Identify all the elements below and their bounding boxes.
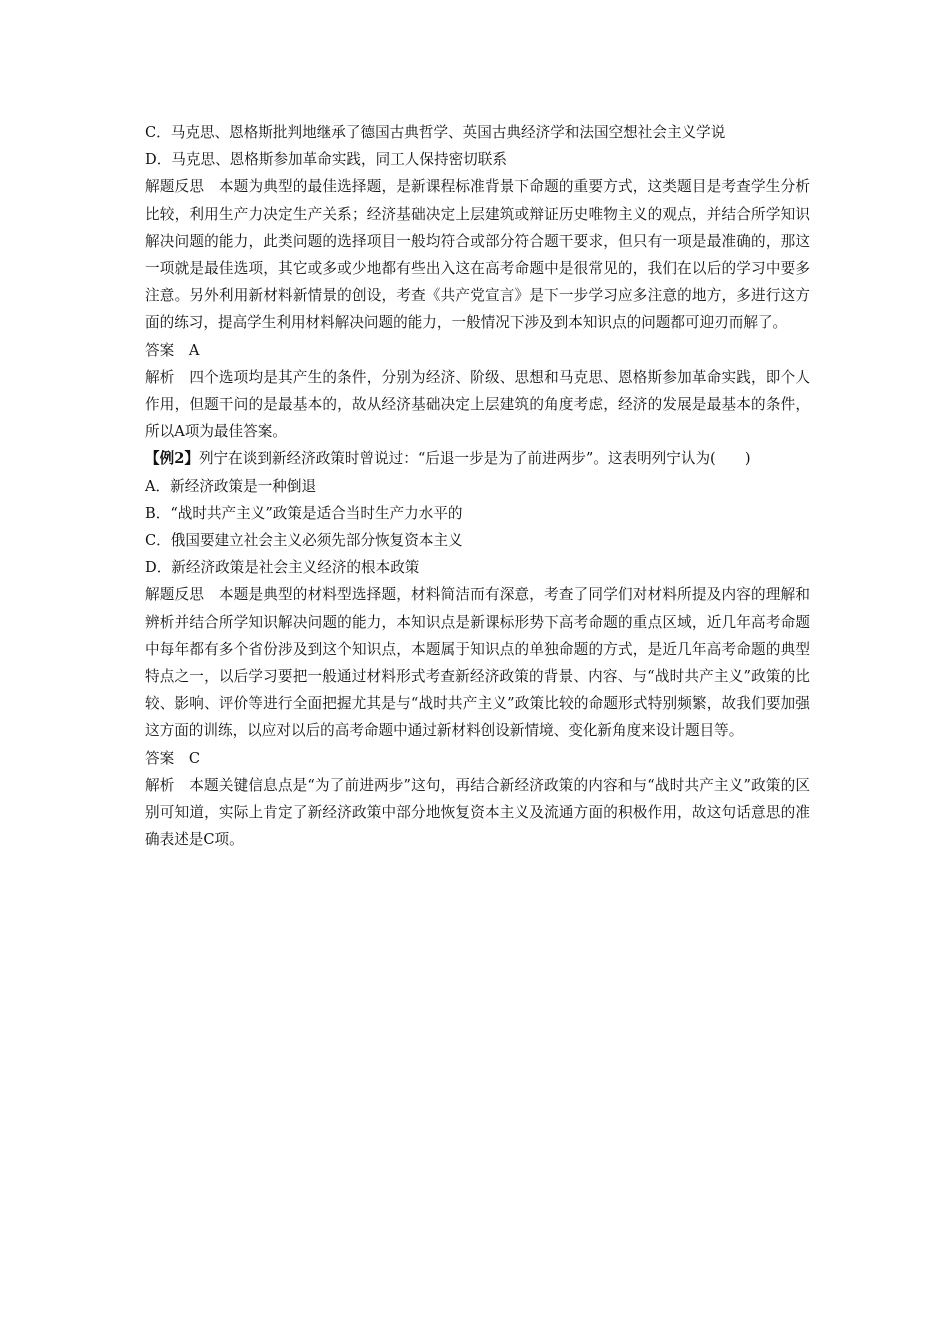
q2-analysis xyxy=(145,772,810,854)
q2-answer xyxy=(145,745,810,772)
q2-reflection-label: 解题反思 xyxy=(145,586,205,604)
q2-stem-text: 列宁在谈到新经济政策时曾说过：“后退一步是为了前进两步”。这表明列宁认为( ) xyxy=(198,450,751,468)
q2-reflection-text: 本题是典型的材料型选择题，材料简洁而有深意，考查了同学们对材料所提及内容的理解和辨析并结合所学知识解决问题的能力，本知识点是新课标形势下高考命题的重点区域，近几年高考命题中每年都有多个省份涉及到这个知识点，本题属于知识点的单独命题的方式，是近几年高考命题的典型特点之一，以后学习要把一般通过材料形式考查新经济政策的背景、内容、与“战时共产主义”政策的比较、影响、评价等进行全面把握尤其是与“战时共产主义”政策比较的命题形式特别频繁，故我们要加强这方面的训练，以应对以后的高考命题中通过新材料创设新情境、变化新角度来设计题目等。 xyxy=(145,586,810,740)
q2-analysis-label: 解析 xyxy=(145,776,175,794)
q2-option-d: D．新经济政策是社会主义经济的根本政策 xyxy=(145,559,420,577)
q2-answer-value: C xyxy=(188,749,200,767)
q1-answer-value: A xyxy=(188,341,200,359)
q1-option-c: C．马克思、恩格斯批判地继承了德国古典哲学、英国古典经济学和法国空想社会主义学说 xyxy=(145,124,726,141)
q2-answer-label: 答案 xyxy=(145,749,175,767)
q1-reflection xyxy=(145,173,810,336)
q2-option-c: C．俄国要建立社会主义必须先部分恢复资本主义 xyxy=(145,532,463,550)
q1-analysis xyxy=(145,364,810,446)
q2-option-b: B．“战时共产主义”政策是适合当时生产力水平的 xyxy=(145,504,463,522)
q1-reflection-text: 本题为典型的最佳选择题，是新课程标准背景下命题的重要方式，这类题目是考查学生分析比较，利用生产力决定生产关系；经济基础决定上层建筑或辩证历史唯物主义的观点，并结合所学知识解决问题的能力，此类问题的选择项目一般均符合或部分符合题干要求，但只有一项是最准确的，那这一项就是最佳选项，其它或多或少地都有些出入这在高考命题中是很常见的，我们在以后的学习中要多注意。另外利用新材料新情景的创设，考查《共产党宣言》是下一步学习应多注意的地方，多进行这方面的练习，提高学生利用材料解决问题的能力，一般情况下涉及到本知识点的问题都可迎刃而解了。 xyxy=(145,178,810,332)
q1-analysis-text: 四个选项均是其产生的条件，分别为经济、阶级、思想和马克思、恩格斯参加革命实践，即个人作用，但题干问的是最基本的，故从经济基础决定上层建筑的角度考虑，经济的发展是最基本的条件，所以A项为最佳答案。 xyxy=(145,368,810,441)
q2-tag: 【例2】 xyxy=(145,450,199,468)
q1-reflection-label: 解题反思 xyxy=(145,178,205,196)
q1-option-d: D．马克思、恩格斯参加革命实践，同工人保持密切联系 xyxy=(145,151,507,169)
q2-reflection xyxy=(145,581,810,744)
q2-option-a: A．新经济政策是一种倒退 xyxy=(145,477,317,495)
q1-answer-label: 答案 xyxy=(145,341,175,359)
document-page xyxy=(145,119,810,853)
q2-analysis-text: 本题关键信息点是“为了前进两步”这句，再结合新经济政策的内容和与“战时共产主义”政策的区别可知道，实际上肯定了新经济政策中部分地恢复资本主义及流通方面的积极作用，故这句话意思的准确表述是C项。 xyxy=(145,776,810,849)
q2-stem xyxy=(145,445,810,472)
q1-analysis-label: 解析 xyxy=(145,368,175,386)
q1-answer xyxy=(145,337,810,364)
